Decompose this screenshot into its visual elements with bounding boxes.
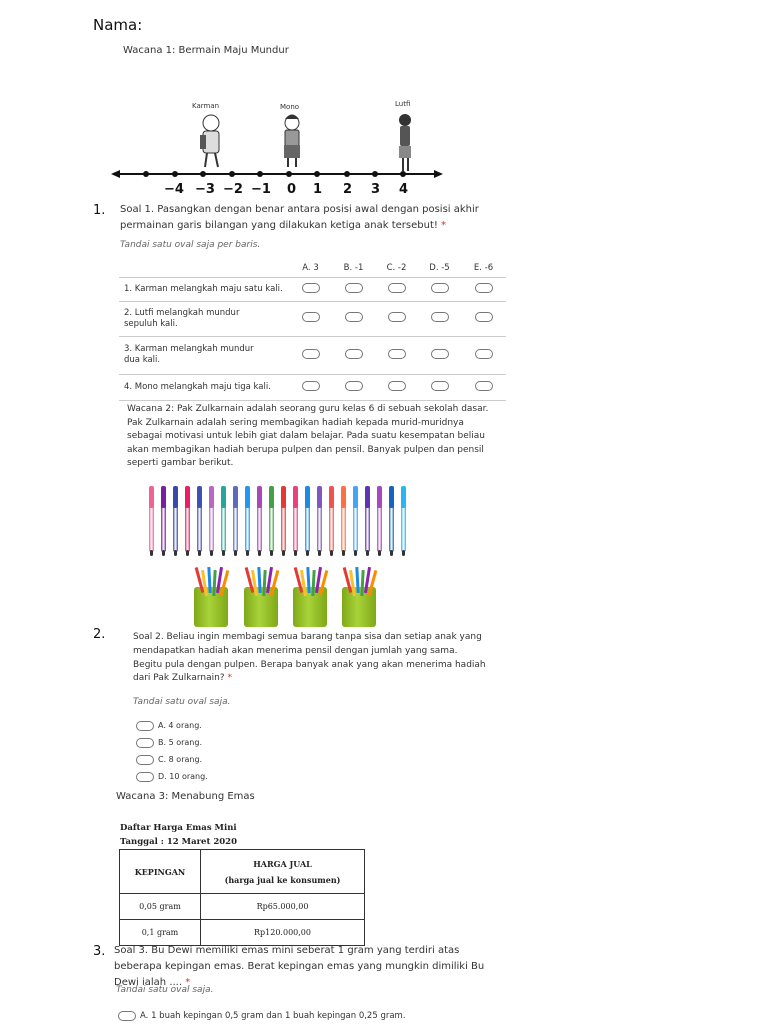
radio-oval[interactable] <box>345 349 363 359</box>
pen-cap <box>401 486 406 508</box>
radio-oval[interactable] <box>136 738 154 748</box>
pen-cap <box>365 486 370 508</box>
radio-oval[interactable] <box>136 772 154 782</box>
question-1-prompt: Soal 1. Pasangkan dengan benar antara posisi awal dengan posisi akhir permainan garis bilangan yang dilakukan ketiga anak tersebut! <box>120 204 479 231</box>
required-mark: * <box>185 977 191 988</box>
pen-tip <box>366 550 369 556</box>
tick-label: 4 <box>399 182 409 197</box>
grid-row <box>119 277 506 301</box>
radio-oval[interactable] <box>388 381 406 391</box>
pencil <box>306 567 310 593</box>
radio-oval[interactable] <box>388 283 406 293</box>
pen-tip <box>402 550 405 556</box>
grid-header-row <box>119 259 506 277</box>
radio-oval[interactable] <box>345 381 363 391</box>
pen-cap <box>377 486 382 508</box>
grid-row-label: 4. Mono melangkah maju tiga kali. <box>119 374 289 400</box>
column-header-price <box>201 850 365 894</box>
pen-tip <box>270 550 273 556</box>
gold-price-table <box>119 849 365 946</box>
radio-oval[interactable] <box>136 755 154 765</box>
grid-row-label: 2. Lutfi melangkah mundur sepuluh kali. <box>119 301 289 336</box>
question-1-text <box>120 202 512 234</box>
radio-oval[interactable] <box>302 283 320 293</box>
radio-oval[interactable] <box>302 349 320 359</box>
radio-oval[interactable] <box>431 283 449 293</box>
piece-cell: 0,05 gram <box>120 894 201 920</box>
tick-label: 1 <box>313 182 323 197</box>
pen-tip <box>390 550 393 556</box>
price-cell: Rp65.000,00 <box>201 894 365 920</box>
radio-oval[interactable] <box>475 381 493 391</box>
tick-label: −3 <box>195 182 215 197</box>
pen-tip <box>246 550 249 556</box>
pen-cap <box>149 486 154 508</box>
price-table-row <box>120 894 365 920</box>
pen-tip <box>162 550 165 556</box>
radio-oval[interactable] <box>388 312 406 322</box>
kid-label-mono: Mono <box>280 103 300 111</box>
pen-tip <box>342 550 345 556</box>
radio-oval[interactable] <box>431 349 449 359</box>
pen-tip <box>330 550 333 556</box>
radio-oval[interactable] <box>302 381 320 391</box>
option-d[interactable] <box>136 768 208 785</box>
tick-label: 3 <box>371 182 381 197</box>
grid-row <box>119 301 506 336</box>
pen-tip <box>186 550 189 556</box>
name-label: Nama: <box>93 16 143 34</box>
radio-oval[interactable] <box>431 312 449 322</box>
question-3-text <box>114 943 504 991</box>
grid-row-label: 3. Karman melangkah mundur dua kali. <box>119 336 289 374</box>
question-1-grid <box>119 259 506 401</box>
question-3-prompt: Soal 3. Bu Dewi memiliki emas mini seberat 1 gram yang terdiri atas beberapa kepingan emas. Berat kepingan emas yang mungkin dimiliki Bu Dewi ialah .... <box>114 945 485 988</box>
pen-tip <box>150 550 153 556</box>
pen-tip <box>378 550 381 556</box>
radio-oval[interactable] <box>118 1011 136 1021</box>
radio-oval[interactable] <box>475 283 493 293</box>
pen-cap <box>281 486 286 508</box>
question-2-options <box>136 717 208 785</box>
radio-oval[interactable] <box>388 349 406 359</box>
grid-column-header: A. 3 <box>302 262 319 273</box>
pen-cap <box>173 486 178 508</box>
pen-tip <box>234 550 237 556</box>
pen-cap <box>161 486 166 508</box>
price-table-header <box>120 850 365 894</box>
pen-tip <box>210 550 213 556</box>
pen-tip <box>306 550 309 556</box>
pen-cap <box>269 486 274 508</box>
question-3-number: 3. <box>93 944 106 959</box>
radio-oval[interactable] <box>345 312 363 322</box>
required-mark: * <box>227 673 232 684</box>
pen-cap <box>341 486 346 508</box>
pencil <box>257 567 261 593</box>
pen-cap <box>353 486 358 508</box>
option-b[interactable] <box>136 734 208 751</box>
wacana-3-title: Wacana 3: Menabung Emas <box>116 791 255 802</box>
option-label: A. 1 buah kepingan 0,5 gram dan 1 buah kepingan 0,25 gram. <box>140 1010 406 1021</box>
pen-tip <box>258 550 261 556</box>
column-header-piece: KEPINGAN <box>120 850 201 894</box>
pen-cap <box>209 486 214 508</box>
price-list-date: Tanggal : 12 Maret 2020 <box>120 837 238 847</box>
tick-label: 0 <box>287 182 297 197</box>
question-1-number: 1. <box>93 203 106 218</box>
number-line-graphic <box>108 95 448 205</box>
kid-label-karman: Karman <box>192 102 220 110</box>
pen-cap <box>185 486 190 508</box>
pen-tip <box>318 550 321 556</box>
mono-figure <box>284 115 300 168</box>
lutfi-figure <box>399 114 411 171</box>
grid-column-header: D. -5 <box>429 262 450 273</box>
option-label: D. 10 orang. <box>158 772 208 781</box>
price-list-title: Daftar Harga Emas Mini <box>120 823 237 833</box>
price-header-sub: (harga jual ke konsumen) <box>224 874 341 885</box>
tick-label: −2 <box>223 182 243 197</box>
tick-label: 2 <box>343 182 353 197</box>
pen-cap <box>329 486 334 508</box>
pencil <box>207 567 211 593</box>
grid-column-header: E. -6 <box>473 262 494 273</box>
number-line-illustration <box>108 95 448 205</box>
option-c[interactable] <box>136 751 208 768</box>
price-cell: Rp120.000,00 <box>201 920 365 946</box>
radio-oval[interactable] <box>136 721 154 731</box>
piece-cell: 0,1 gram <box>120 920 201 946</box>
grid-column-header: C. -2 <box>386 262 407 273</box>
radio-oval[interactable] <box>302 312 320 322</box>
pen-tip <box>294 550 297 556</box>
kid-label-lutfi: Lutfi <box>395 100 411 108</box>
question-3-hint: Tandai satu oval saja. <box>116 985 214 995</box>
wacana-2-text: Wacana 2: Pak Zulkarnain adalah seorang guru kelas 6 di sebuah sekolah dasar. Pak Zulkarnain adalah sering membagikan hadiah kepada murid-muridnya sebagai motivasi untuk lebih giat dalam belajar. Pada suatu kesempatan beliau akan membagikan hadiah berupa pulpen dan pensil. Banyak pulpen dan pensil seperti gambar berikut. <box>127 404 489 469</box>
option-label: C. 8 orang. <box>158 755 203 764</box>
pencil <box>355 567 359 593</box>
pen-tip <box>222 550 225 556</box>
tick-label: −1 <box>251 182 271 197</box>
pen-cap <box>389 486 394 508</box>
question-2-hint: Tandai satu oval saja. <box>133 697 231 707</box>
price-table-row <box>120 920 365 946</box>
tick-label: −4 <box>164 182 184 197</box>
pen-cap <box>305 486 310 508</box>
pen-cap <box>197 486 202 508</box>
pen-cap <box>257 486 262 508</box>
wacana-1-title: Wacana 1: Bermain Maju Mundur <box>123 45 289 56</box>
pen-tip <box>282 550 285 556</box>
radio-oval[interactable] <box>431 381 449 391</box>
option-label: A. 4 orang. <box>158 721 202 730</box>
required-mark: * <box>441 220 447 231</box>
pen-cap <box>245 486 250 508</box>
option-a[interactable] <box>118 1007 406 1024</box>
pencil-cups-image <box>190 563 390 628</box>
option-label: B. 5 orang. <box>158 738 202 747</box>
radio-oval[interactable] <box>475 312 493 322</box>
pen-cap <box>221 486 226 508</box>
pen-cap <box>293 486 298 508</box>
pens-image <box>145 484 415 564</box>
grid-row <box>119 336 506 374</box>
grid-row <box>119 374 506 400</box>
grid-column-header: B. -1 <box>343 262 364 273</box>
price-header-label: HARGA JUAL <box>253 858 312 869</box>
question-2-number: 2. <box>93 627 106 642</box>
pen-tip <box>198 550 201 556</box>
pen-tip <box>174 550 177 556</box>
karman-figure <box>200 115 219 167</box>
pen-tip <box>354 550 357 556</box>
question-1-hint: Tandai satu oval saja per baris. <box>120 240 261 250</box>
pen-cap <box>233 486 238 508</box>
pen-cap <box>317 486 322 508</box>
question-2-text <box>133 631 488 686</box>
question-3-options <box>118 1007 406 1024</box>
option-a[interactable] <box>136 717 208 734</box>
radio-oval[interactable] <box>345 283 363 293</box>
grid-row-label: 1. Karman melangkah maju satu kali. <box>119 277 289 301</box>
question-2-prompt: Soal 2. Beliau ingin membagi semua barang tanpa sisa dan setiap anak yang mendapatkan hadiah akan menerima pensil dengan jumlah yang sama. Begitu pula dengan pulpen. Berapa banyak anak yang akan menerima hadiah dari Pak Zulkarnain? <box>133 632 486 684</box>
radio-oval[interactable] <box>475 349 493 359</box>
